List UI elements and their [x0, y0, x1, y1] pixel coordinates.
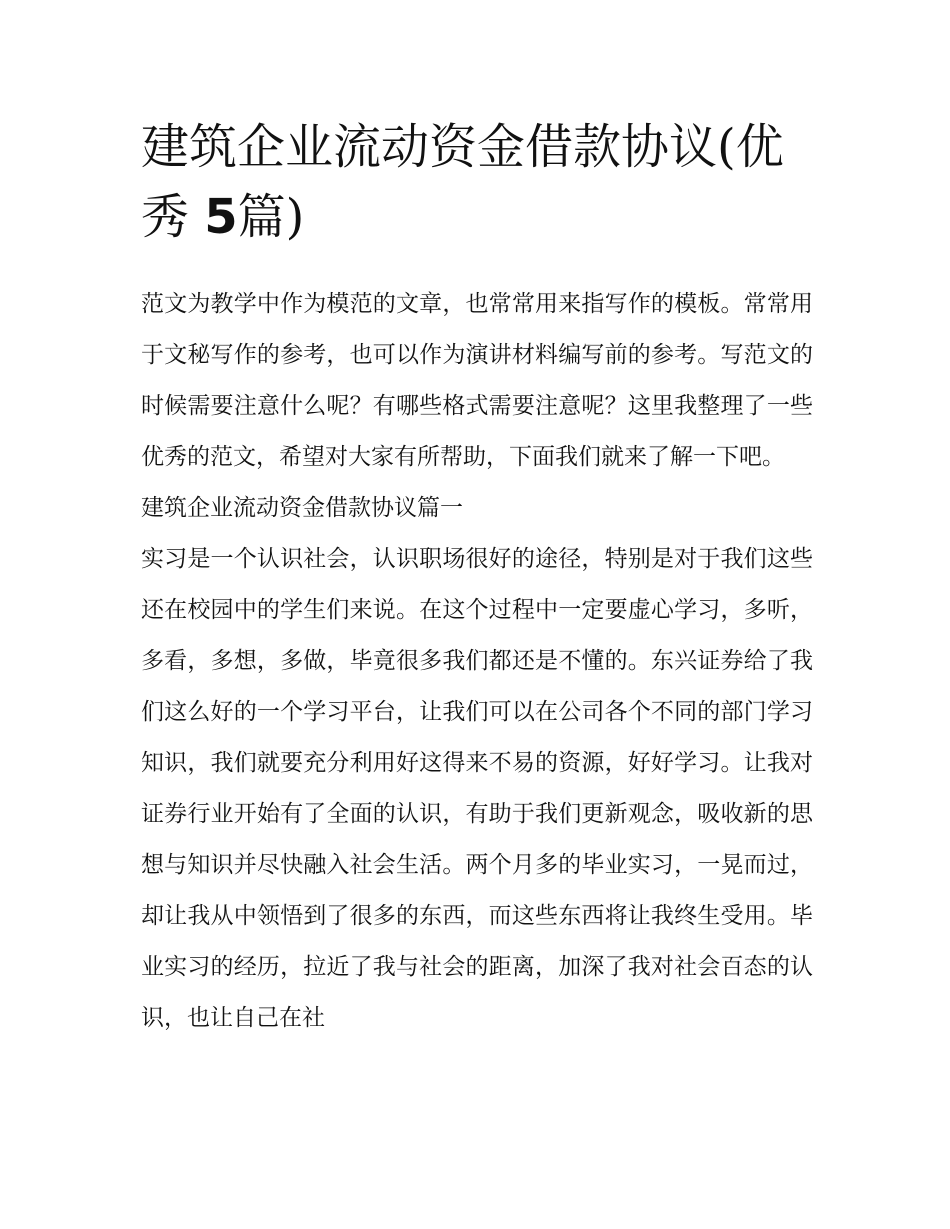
- title-text-part1-tail: 秀: [141, 189, 205, 245]
- title-number: 5: [204, 189, 238, 245]
- section-body-paragraph: 实习是一个认识社会，认识职场很好的途径，特别是对于我们这些还在校园中的学生们来说。在这个过程中一定要虚心学习，多听，多看，多想，多做，毕竟很多我们都还是不懂的。东兴证券给了我们这么好的一个学习平台，让我们可以在公司各个不同的部门学习知识，我们就要充分利用好这得来不易的资源，好好学习。让我对证券行业开始有了全面的认识，有助于我们更新观念，吸收新的思想与知识并尽快融入社会生活。两个月多的毕业实习，一晃而过，却让我从中领悟到了很多的东西，而这些东西将让我终生受用。毕业实习的经历，拉近了我与社会的距离，加深了我对社会百态的认识，也让自己在社: [141, 546, 813, 1031]
- title-text-part1: 建筑企业流动资金借款协议(优: [141, 119, 784, 175]
- document-title: [141, 112, 813, 252]
- intro-paragraph: 范文为教学中作为模范的文章，也常常用来指写作的模板。常常用于文秘写作的参考，也可以作为演讲材料编写前的参考。写范文的时候需要注意什么呢？有哪些格式需要注意呢？这里我整理了一些优秀的范文，希望对大家有所帮助，下面我们就来了解一下吧。: [141, 291, 813, 470]
- document-page: [141, 112, 813, 1044]
- title-text-part2: 篇): [237, 189, 305, 245]
- section-heading: 建筑企业流动资金借款协议篇一: [141, 495, 463, 521]
